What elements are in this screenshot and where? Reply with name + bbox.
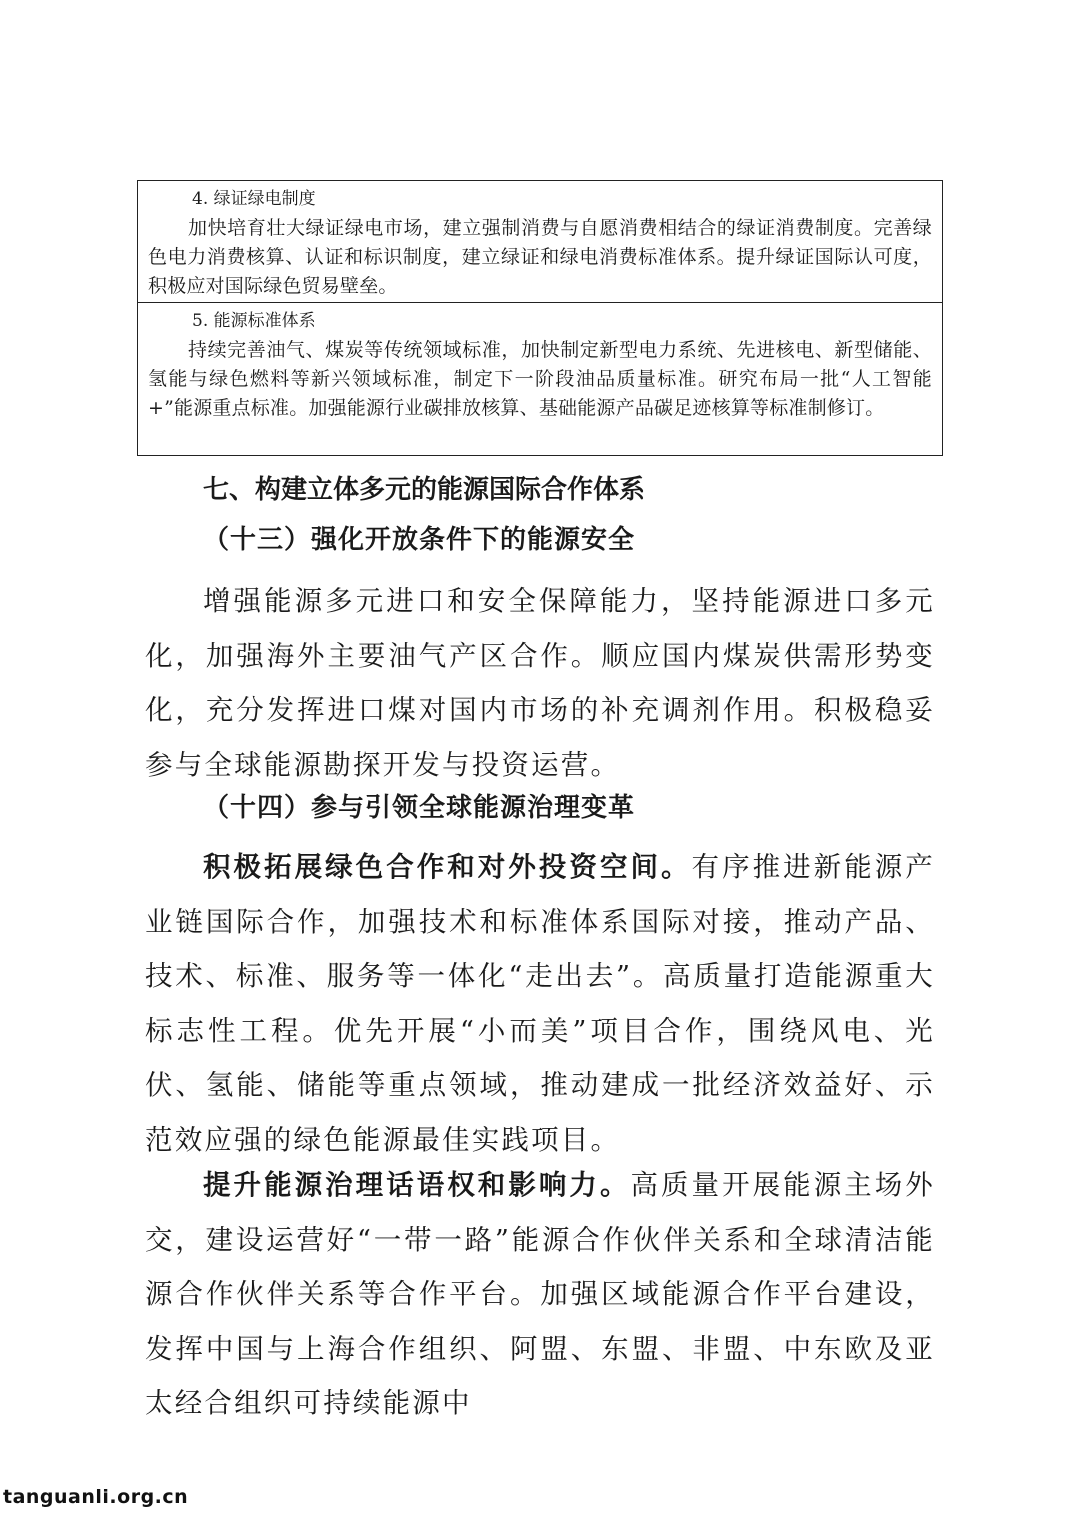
body-paragraph	[145, 840, 935, 1167]
paragraph-lead: 提升能源治理话语权和影响力。	[203, 1169, 631, 1201]
paragraph-text: 有序推进新能源产业链国际合作，加强技术和标准体系国际对接，推动产品、技术、标准、服务等一体化“走出去”。高质量打造能源重大标志性工程。优先开展“小而美”项目合作，围绕风电、光伏、氢能、储能等重点领域，推动建成一批经济效益好、示范效应强的绿色能源最佳实践项目。	[145, 851, 935, 1156]
subsection-heading-13: （十三）强化开放条件下的能源安全	[203, 525, 636, 555]
paragraph-lead: 积极拓展绿色合作和对外投资空间。	[203, 851, 692, 883]
body-paragraph	[145, 1158, 935, 1431]
section-heading: 七、构建立体多元的能源国际合作体系	[203, 475, 646, 505]
paragraph-text: 高质量开展能源主场外交，建设运营好“一带一路”能源合作伙伴关系和全球清洁能源合作伙伴关系等合作平台。加强区域能源合作平台建设，发挥中国与上海合作组织、阿盟、东盟、非盟、中东欧及亚太经合组织可持续能源中	[145, 1169, 935, 1419]
site-watermark: tanguanli.org.cn	[3, 1486, 189, 1508]
subsection-heading-14: （十四）参与引领全球能源治理变革	[203, 793, 636, 823]
text-box-green-certificate	[137, 180, 943, 303]
text-box-energy-standards	[137, 303, 943, 456]
box-item-text: 持续完善油气、煤炭等传统领域标准，加快制定新型电力系统、先进核电、新型储能、氢能与绿色燃料等新兴领域标准，制定下一阶段油品质量标准。研究布局一批“人工智能+”能源重点标准。加强能源行业碳排放核算、基础能源产品碳足迹核算等标准制修订。	[148, 339, 932, 419]
box-item-title: 4. 绿证绿电制度	[192, 189, 316, 209]
body-paragraph: 增强能源多元进口和安全保障能力，坚持能源进口多元化，加强海外主要油气产区合作。顺应国内煤炭供需形势变化，充分发挥进口煤对国内市场的补充调剂作用。积极稳妥参与全球能源勘探开发与投资运营。	[145, 585, 935, 781]
box-item-text: 加快培育壮大绿证绿电市场，建立强制消费与自愿消费相结合的绿证消费制度。完善绿色电力消费核算、认证和标识制度，建立绿证和绿电消费标准体系。提升绿证国际认可度，积极应对国际绿色贸易壁垒。	[148, 217, 932, 297]
box-item-title: 5. 能源标准体系	[192, 311, 316, 331]
